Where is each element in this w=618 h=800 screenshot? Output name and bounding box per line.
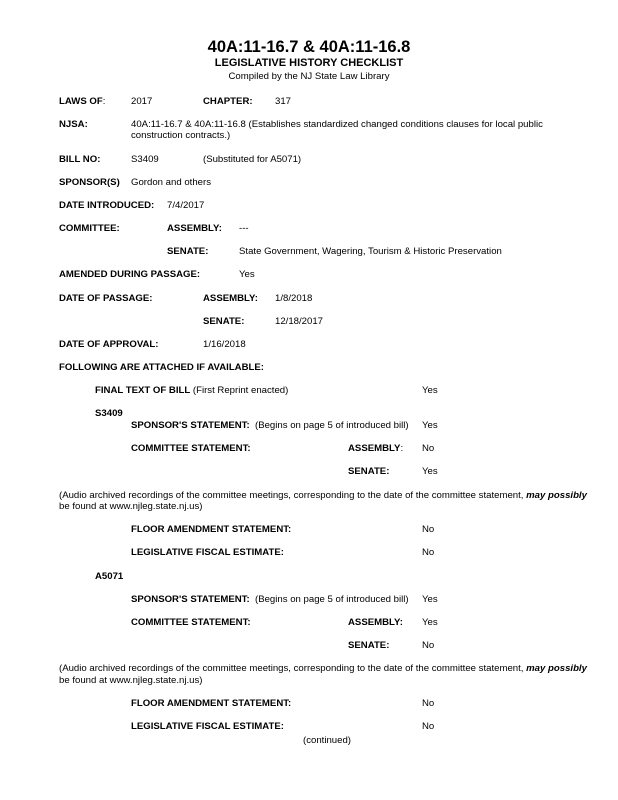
s3409-assembly-colon: : (400, 443, 404, 454)
date-of-approval-value: 1/16/2018 (203, 339, 246, 350)
a5071-assembly-value: Yes (422, 617, 438, 628)
a5071-audio-line-2: be found at www.njleg.state.nj.us) (59, 675, 203, 686)
s3409-audio-text: (Audio archived recordings of the committee meetings, corresponding to the date of the committee statement, (59, 490, 527, 501)
njsa-label: NJSA: (59, 119, 88, 130)
sponsors-label: SPONSOR(S) (59, 177, 120, 188)
chapter-value: 317 (275, 96, 292, 107)
s3409-assembly-label-group (348, 443, 403, 455)
continued-note: (continued) (303, 735, 351, 746)
s3409-fiscal-value: No (422, 547, 435, 558)
passage-senate-value: 12/18/2017 (275, 316, 324, 327)
a5071-floor-value: No (422, 698, 435, 709)
s3409-sponsor-value: Yes (422, 420, 438, 431)
a5071-fiscal-value: No (422, 721, 435, 732)
laws-of-colon: : (102, 96, 106, 107)
s3409-committee-label: COMMITTEE STATEMENT: (131, 443, 251, 454)
a5071-audio-text: (Audio archived recordings of the committee meetings, corresponding to the date of the committee statement, (59, 663, 527, 674)
bill-no-note: (Substituted for A5071) (203, 154, 302, 165)
laws-of-label: LAWS OF (59, 96, 103, 107)
committee-label: COMMITTEE: (59, 223, 120, 234)
date-introduced-label: DATE INTRODUCED: (59, 200, 155, 211)
laws-of-value: 2017 (131, 96, 153, 107)
committee-assembly-value: --- (239, 223, 249, 234)
a5071-senate-label: SENATE: (348, 640, 390, 651)
date-of-approval-label: DATE OF APPROVAL: (59, 339, 159, 350)
s3409-senate-value: Yes (422, 466, 438, 477)
s3409-floor-label: FLOOR AMENDMENT STATEMENT: (131, 524, 292, 535)
passage-assembly-value: 1/8/2018 (275, 293, 313, 304)
date-of-passage-label: DATE OF PASSAGE: (59, 293, 153, 304)
a5071-sponsor-value: Yes (422, 594, 438, 605)
s3409-assembly-value: No (422, 443, 435, 454)
a5071-sponsor-note: (Begins on page 5 of introduced bill) (255, 594, 409, 605)
passage-assembly-label: ASSEMBLY: (203, 293, 258, 304)
laws-of-label-group (59, 96, 105, 108)
sponsors-value: Gordon and others (131, 177, 212, 188)
a5071-floor-label: FLOOR AMENDMENT STATEMENT: (131, 698, 292, 709)
a5071-sponsor-label: SPONSOR'S STATEMENT: (131, 594, 250, 605)
njsa-line-2: construction contracts.) (131, 130, 231, 141)
final-text-label: FINAL TEXT OF BILL (95, 385, 191, 396)
date-introduced-value: 7/4/2017 (167, 200, 205, 211)
s3409-audio-emphasis: may possibly (526, 490, 587, 501)
njsa-line-1: 40A:11-16.7 & 40A:11-16.8 (Establishes standardized changed conditions clauses for local public (131, 119, 543, 130)
s3409-floor-value: No (422, 524, 435, 535)
a5071-sponsor-row (131, 594, 409, 606)
passage-senate-label: SENATE: (203, 316, 245, 327)
compiled-by: Compiled by the NJ State Law Library (228, 71, 390, 82)
s3409-audio-line-2: be found at www.njleg.state.nj.us) (59, 501, 203, 512)
a5071-senate-value: No (422, 640, 435, 651)
document-subtitle: LEGISLATIVE HISTORY CHECKLIST (214, 57, 404, 69)
attached-heading: FOLLOWING ARE ATTACHED IF AVAILABLE: (59, 362, 264, 373)
s3409-assembly-label: ASSEMBLY (348, 443, 401, 454)
s3409-senate-label: SENATE: (348, 466, 390, 477)
a5071-heading: A5071 (95, 571, 124, 582)
final-text-note: (First Reprint enacted) (192, 385, 289, 396)
a5071-assembly-label: ASSEMBLY: (348, 617, 403, 628)
s3409-sponsor-note: (Begins on page 5 of introduced bill) (255, 420, 409, 431)
amended-label: AMENDED DURING PASSAGE: (59, 269, 201, 280)
s3409-heading: S3409 (95, 408, 123, 419)
bill-no-value: S3409 (131, 154, 159, 165)
bill-no-label: BILL NO: (59, 154, 101, 165)
s3409-sponsor-label: SPONSOR'S STATEMENT: (131, 420, 250, 431)
committee-senate-label: SENATE: (167, 246, 209, 257)
final-text-row (95, 385, 288, 397)
chapter-label: CHAPTER: (203, 96, 253, 107)
a5071-audio-line-1 (59, 663, 587, 675)
committee-assembly-label: ASSEMBLY: (167, 223, 222, 234)
amended-value: Yes (239, 269, 255, 280)
a5071-fiscal-label: LEGISLATIVE FISCAL ESTIMATE: (131, 721, 284, 732)
committee-senate-value: State Government, Wagering, Tourism & Historic Preservation (239, 246, 502, 257)
s3409-fiscal-label: LEGISLATIVE FISCAL ESTIMATE: (131, 547, 284, 558)
a5071-audio-emphasis: may possibly (526, 663, 587, 674)
document-title: 40A:11-16.7 & 40A:11-16.8 (207, 38, 411, 56)
s3409-sponsor-row (131, 420, 409, 432)
final-text-value: Yes (422, 385, 438, 396)
a5071-committee-label: COMMITTEE STATEMENT: (131, 617, 251, 628)
